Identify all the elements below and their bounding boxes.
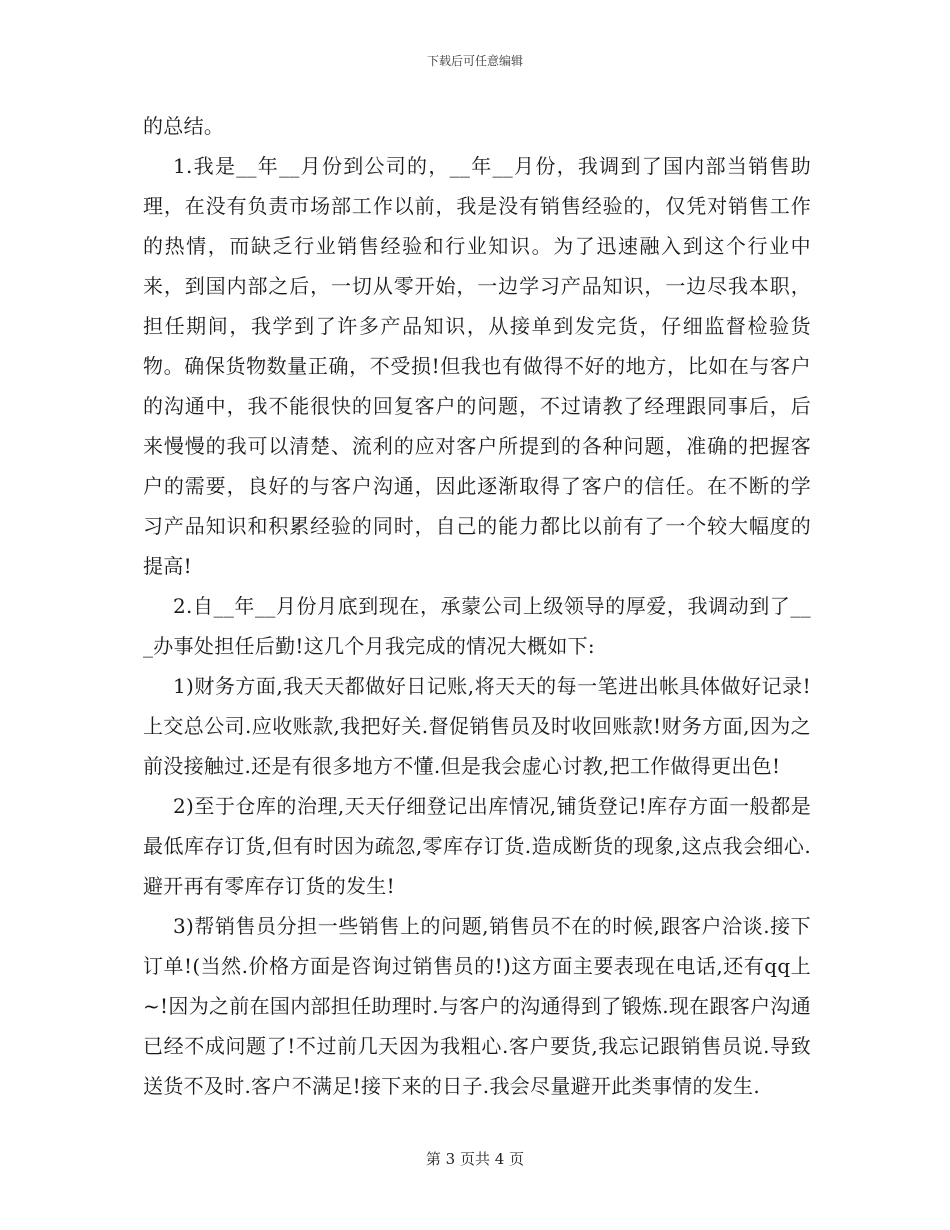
- paragraph-sales-support: 3)帮销售员分担一些销售上的问题,销售员不在的时候,跟客户洽谈.接下订单!(当然.价格方面是咨询过销售员的!)这方面主要表现在电话,还有qq上~!因为之前在国内部担任助理时.与客户的沟通得到了锻炼.现在跟客户沟通已经不成问题了!不过前几天因为我粗心.客户要货,我忘记跟销售员说.导致送货不及时.客户不满足!接下来的日子.我会尽量避开此类事情的发生.: [143, 914, 812, 1098]
- paragraph-item-1: 1.我是__年__月份到公司的，__年__月份，我调到了国内部当销售助理，在没有负责市场部工作以前，我是没有销售经验的，仅凭对销售工作的热情，而缺乏行业销售经验和行业知识。为了迅速融入到这个行业中来，到国内部之后，一切从零开始，一边学习产品知识，一边尽我本职，担任期间，我学到了许多产品知识，从接单到发完货，仔细监督检验货物。确保货物数量正确，不受损!但我也有做得不好的地方，比如在与客户的沟通中，我不能很快的回复客户的问题，不过请教了经理跟同事后，后来慢慢的我可以清楚、流利的应对客户所提到的各种问题，准确的把握客户的需要，良好的与客户沟通，因此逐渐取得了客户的信任。在不断的学习产品知识和积累经验的同时，自己的能力都比以前有了一个较大幅度的提高!: [143, 154, 811, 578]
- paragraph-item-2: 2.自__年__月份月底到现在，承蒙公司上级领导的厚爱，我调动到了___办事处担任后勤!这几个月我完成的情况大概如下:: [143, 594, 811, 658]
- paragraph-continuation: 的总结。: [143, 114, 225, 138]
- paragraph-warehouse: 2)至于仓库的治理,天天仔细登记出库情况,铺货登记!库存方面一般都是最低库存订货,但有时因为疏忽,零库存订货.造成断货的现象,这点我会细心.避开再有零库存订货的发生!: [143, 794, 811, 898]
- page-header: 下载后可任意编辑: [426, 54, 523, 68]
- page-number-footer: 第 3 页共 4 页: [425, 1150, 525, 1168]
- document-body: [143, 106, 811, 1106]
- paragraph-finance: 1)财务方面,我天天都做好日记账,将天天的每一笔进出帐具体做好记录!上交总公司.应收账款,我把好关.督促销售员及时收回账款!财务方面,因为之前没接触过.还是有很多地方不懂.但是我会虚心讨教,把工作做得更出色!: [143, 674, 811, 778]
